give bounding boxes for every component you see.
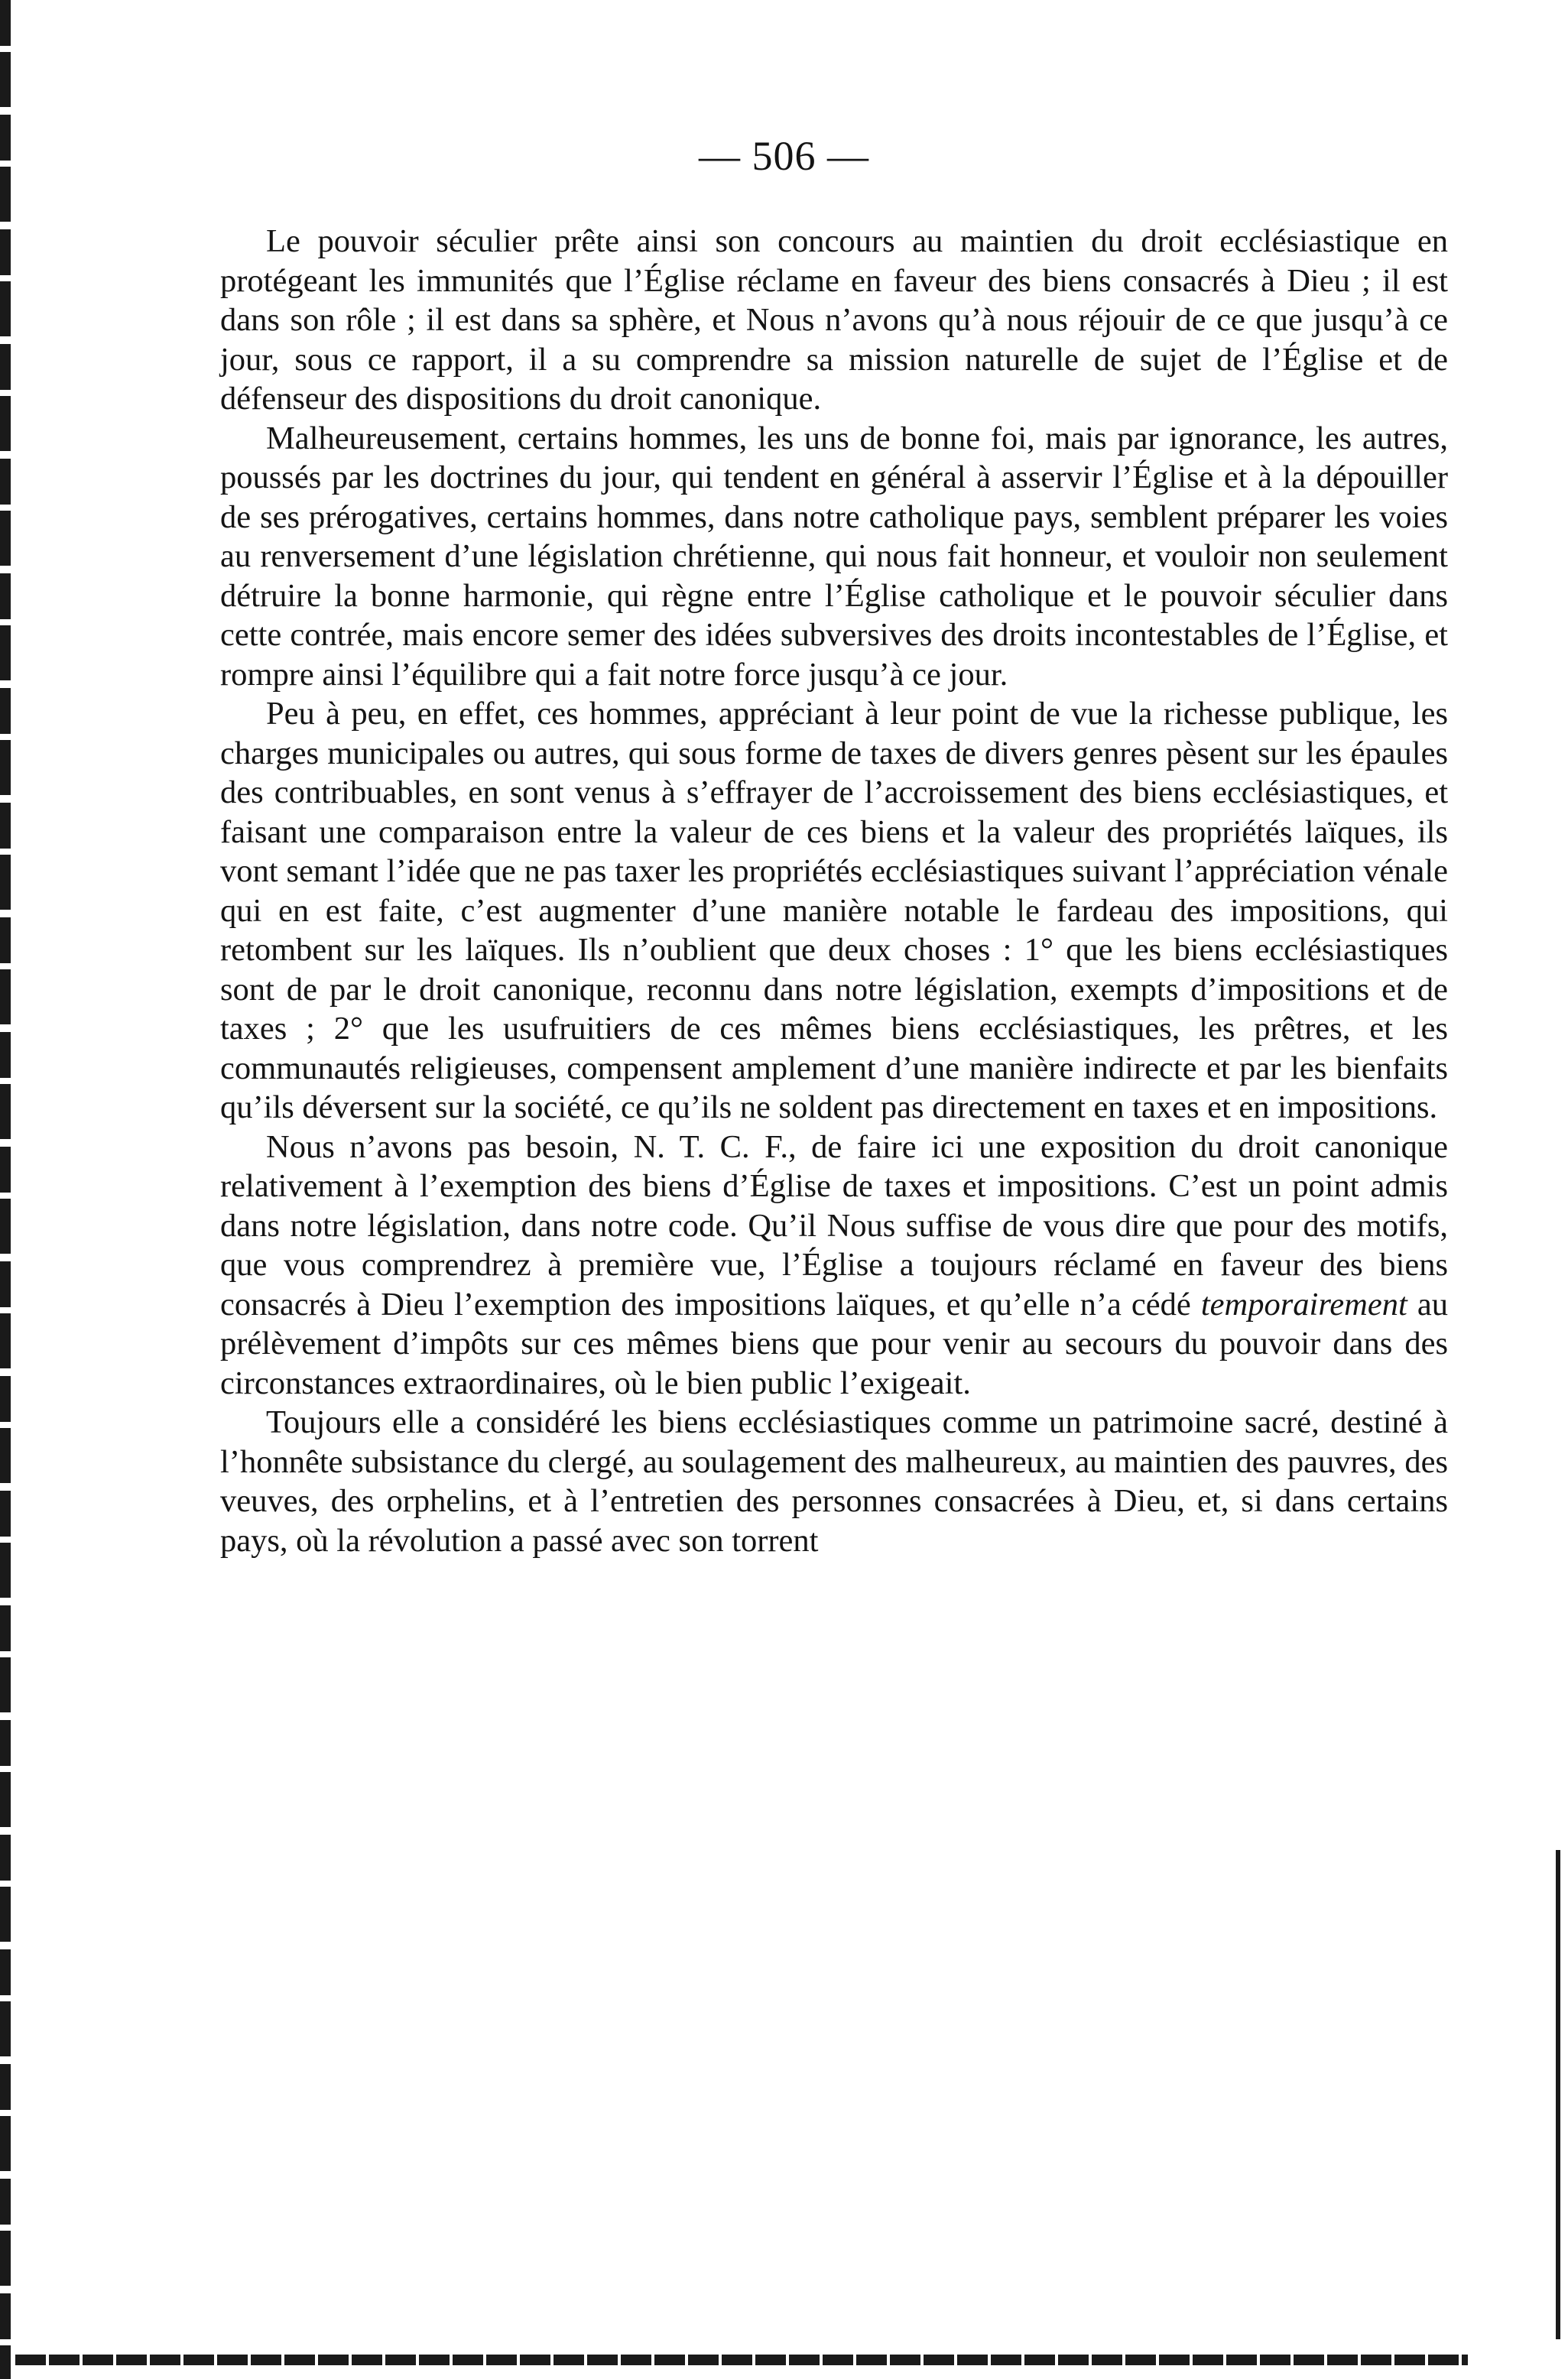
scan-left-edge (0, 0, 11, 2379)
paragraph-4-italic: temporairement (1200, 1286, 1407, 1323)
paragraph-1: Le pouvoir séculier prête ainsi son concours au maintien du droit ecclésiastique en protégeant les immunités que l’Église réclame en faveur des biens consacrés à Dieu ; il est dans son rôle ; il est dans sa sphère, et Nous n’avons qu’à nous réjouir de ce que jusqu’à ce jour, sous ce rapport, il a su comprendre sa mission naturelle de sujet de l’Église et de défenseur des dispositions du droit canonique. (220, 223, 1448, 417)
paragraph-3: Peu à peu, en effet, ces hommes, appréciant à leur point de vue la richesse publique, les charges municipales ou autres, qui sous forme de taxes de divers genres pèsent sur les épaules des contribuables, en sont venus à s’effrayer de l’accroissement des biens ecclésiastiques, et faisant une comparaison entre la valeur de ces biens et la valeur des propriétés laïques, ils vont semant l’idée que ne pas taxer les propriétés ecclésiastiques suivant l’appréciation vénale qui en est faite, c’est augmenter d’une manière notable le fardeau des impositions, qui retombent sur les laïques. Ils n’oublient que deux choses : 1° que les biens ecclésiastiques sont de par le droit canonique, reconnu dans notre législation, exempts d’impositions et de taxes ; 2° que les usufruitiers de ces mêmes biens ecclésiastiques, les prêtres, et les communautés religieuses, compensent amplement d’une manière indirecte et par les bienfaits qu’ils déversent sur la société, ce qu’ils ne soldent pas directement en taxes et en impositions. (220, 696, 1448, 1125)
text-body (220, 222, 1448, 1560)
paragraph-2: Malheureusement, certains hommes, les uns de bonne foi, mais par ignorance, les autres, poussés par les doctrines du jour, qui tendent en général à asservir l’Église et à la dépouiller de ses prérogatives, certains hommes, dans notre catholique pays, semblent préparer les voies au renversement d’une législation chrétienne, qui nous fait honneur, et vouloir non seulement détruire la bonne harmonie, qui règne entre l’Église catholique et le pouvoir séculier dans cette contrée, mais encore semer des idées subversives des droits incontestables de l’Église, et rompre ainsi l’équilibre qui a fait notre force jusqu’à ce jour. (220, 420, 1448, 693)
paragraph-4 (220, 1128, 1448, 1404)
scan-right-edge (1556, 1850, 1560, 2339)
paragraph-4-text-end: au prélèvement d’impôts sur ces mêmes biens que pour venir au secours du pouvoir dans des circonstances extraordinaires, où le bien public l’exigeait. (220, 1286, 1448, 1401)
page-number: — 506 — (699, 133, 869, 179)
paragraph-5: Toujours elle a considéré les biens ecclésiastiques comme un patrimoine sacré, destiné à l’honnête subsistance du clergé, au soulagement des malheureux, au maintien des pauvres, des veuves, des orphelins, et à l’entretien des personnes consacrées à Dieu, et, si dans certains pays, où la révolution a passé avec son torrent (220, 1404, 1448, 1559)
scan-bottom-edge (15, 2355, 1468, 2365)
paragraph-4-text-start: Nous n’avons pas besoin, N. T. C. F., de faire ici une exposition du droit canonique relativement à l’exemption des biens d’Église de taxes et impositions. C’est un point admis dans notre législation, dans notre code. Qu’il Nous suffise de vous dire que pour des motifs, que vous comprendrez à première vue, l’Église a toujours réclamé en faveur des biens consacrés à Dieu l’exemption des impositions laïques, et qu’elle n’a cédé (220, 1128, 1448, 1323)
